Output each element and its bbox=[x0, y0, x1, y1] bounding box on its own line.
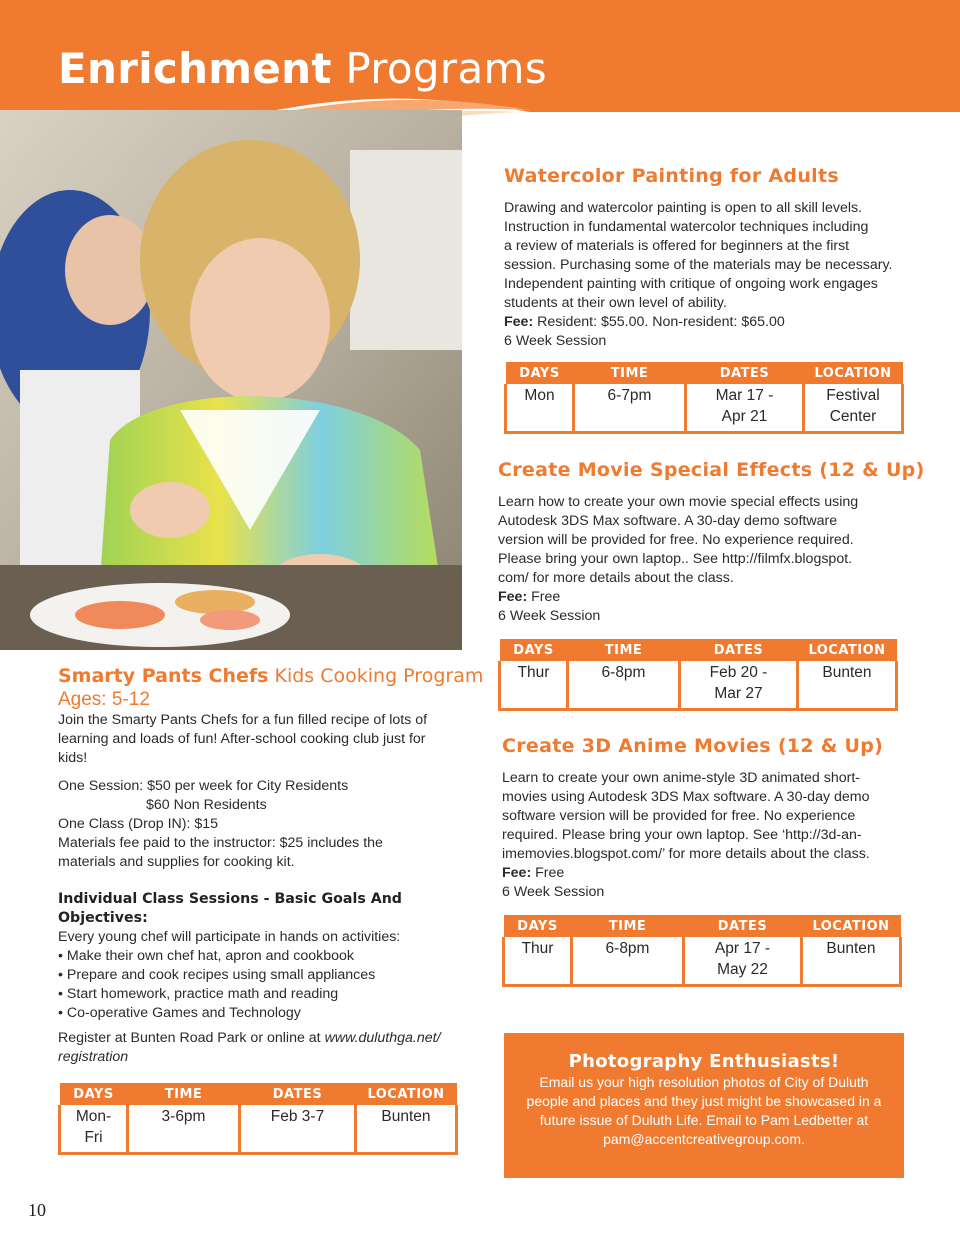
session-length: 6 Week Session bbox=[504, 333, 607, 349]
section-title: Create 3D Anime Movies (12 & Up) bbox=[502, 735, 884, 757]
session-length: 6 Week Session bbox=[498, 608, 601, 624]
section-description: Learn to create your own anime-style 3D animated short- movies using Autodesk 3DS Max software. A 30-day demo software version will be provided for free. No experience required. Please bring your own laptop. See ‘http://3d-an- imemovies.blogspot.com/’ for more details about the class. Fee: Free 6 Week Session bbox=[502, 769, 908, 902]
age-range: Ages: 5-12 bbox=[58, 689, 150, 710]
registration-link-cont[interactable]: registration bbox=[58, 1049, 129, 1065]
photography-callout-box bbox=[504, 1033, 904, 1178]
objectives-list: Every young chef will participate in hands on activities: • Make their own chef hat, apron and cookbook • Prepare and cook recipes using small appliances • Start homework, practice math and reading • Co-operative Games and Technology bbox=[58, 928, 468, 1023]
registration-link[interactable]: www.duluthga.net/ bbox=[324, 1030, 441, 1046]
cell-time: 6-8pm bbox=[568, 661, 680, 709]
cell-dates: Feb 3-7 bbox=[240, 1105, 356, 1153]
page-number: 10 bbox=[28, 1200, 46, 1220]
col-header-dates: DATES bbox=[686, 362, 804, 384]
cell-location: Bunten bbox=[356, 1105, 457, 1153]
section-description: Learn how to create your own movie special effects using Autodesk 3DS Max software. A 30-day demo software version will be provided for free. No experience required. Please bring your own laptop.. See http://filmfx.blogspot. com/ for more details about the class. Fee: Free 6 Week Session bbox=[498, 493, 908, 626]
anime-schedule-table bbox=[502, 915, 902, 987]
watercolor-section bbox=[504, 165, 904, 351]
intro-text: Join the Smarty Pants Chefs for a fun filled recipe of lots of learning and loads of fun! After-school cooking club just for kids! bbox=[58, 712, 428, 766]
anime-section bbox=[502, 735, 908, 902]
cell-dates: Mar 17 - Apr 21 bbox=[686, 384, 804, 432]
cell-dates: Feb 20 - Mar 27 bbox=[680, 661, 798, 709]
col-header-location: LOCATION bbox=[804, 362, 903, 384]
page-title: Enrichment Programs bbox=[58, 44, 547, 93]
cell-time: 6-7pm bbox=[574, 384, 686, 432]
cell-location: Bunten bbox=[802, 937, 901, 985]
col-header-days: DAYS bbox=[504, 915, 572, 937]
col-header-dates: DATES bbox=[684, 915, 802, 937]
list-item: • Co-operative Games and Technology bbox=[58, 1005, 301, 1021]
movie-effects-schedule-table bbox=[498, 639, 898, 711]
list-item: • Make their own chef hat, apron and cookbook bbox=[58, 948, 354, 964]
fee-line: Fee: Free bbox=[498, 589, 561, 605]
cooking-photo bbox=[0, 110, 462, 650]
col-header-time: TIME bbox=[574, 362, 686, 384]
section-title: Watercolor Painting for Adults bbox=[504, 165, 839, 187]
fee-line: Fee: Resident: $55.00. Non-resident: $65.00 bbox=[504, 314, 785, 330]
col-header-days: DAYS bbox=[60, 1083, 128, 1105]
registration-text: Register at Bunten Road Park or online at www.duluthga.net/ registration bbox=[58, 1030, 441, 1065]
callout-title: Photography Enthusiasts! bbox=[568, 1051, 840, 1072]
callout-body: Email us your high resolution photos of City of Duluth people and places and they just might be showcased in a future issue of Duluth Life. Email to Pam Ledbetter at pam@accentcreativegroup.com. bbox=[504, 1073, 904, 1149]
section-title: Smarty Pants Chefs Kids Cooking Program bbox=[58, 665, 484, 687]
cell-days: Mon bbox=[506, 384, 574, 432]
smarty-pants-schedule-table bbox=[58, 1083, 458, 1155]
col-header-time: TIME bbox=[572, 915, 684, 937]
col-header-dates: DATES bbox=[240, 1083, 356, 1105]
movie-effects-section bbox=[498, 459, 925, 626]
cell-time: 6-8pm bbox=[572, 937, 684, 985]
pricing-text: One Session: $50 per week for City Residents $60 Non Residents One Class (Drop IN): $15 Materials fee paid to the instructor: $25 includes the materials and supplies for cooking kit. bbox=[58, 778, 383, 870]
col-header-time: TIME bbox=[568, 639, 680, 661]
smarty-pants-section bbox=[58, 665, 484, 1067]
watercolor-schedule-table bbox=[504, 362, 904, 434]
cell-days: Thur bbox=[504, 937, 572, 985]
email-link[interactable]: pam@accentcreativegroup.com. bbox=[603, 1131, 805, 1147]
col-header-location: LOCATION bbox=[802, 915, 901, 937]
session-length: 6 Week Session bbox=[502, 884, 605, 900]
section-description: Drawing and watercolor painting is open to all skill levels. Instruction in fundamental watercolor techniques including a review of materials is offered for beginners at the first session. Purchasing some of the materials may be necessary. Independent painting with critique of ongoing work engages students at their own level of ability. Fee: Resident: $55.00. Non-resident: $65.00 6 Week Session bbox=[504, 199, 904, 351]
col-header-location: LOCATION bbox=[356, 1083, 457, 1105]
col-header-time: TIME bbox=[128, 1083, 240, 1105]
objectives-heading: Individual Class Sessions - Basic Goals And Objectives: bbox=[58, 891, 402, 926]
cell-days: Thur bbox=[500, 661, 568, 709]
col-header-dates: DATES bbox=[680, 639, 798, 661]
cell-time: 3-6pm bbox=[128, 1105, 240, 1153]
cell-location: Festival Center bbox=[804, 384, 903, 432]
col-header-days: DAYS bbox=[500, 639, 568, 661]
fee-line: Fee: Free bbox=[502, 865, 565, 881]
list-item: • Start homework, practice math and reading bbox=[58, 986, 339, 1002]
list-item: • Prepare and cook recipes using small appliances bbox=[58, 967, 376, 983]
col-header-location: LOCATION bbox=[798, 639, 897, 661]
cell-location: Bunten bbox=[798, 661, 897, 709]
section-title: Create Movie Special Effects (12 & Up) bbox=[498, 459, 925, 481]
col-header-days: DAYS bbox=[506, 362, 574, 384]
cell-days: Mon- Fri bbox=[60, 1105, 128, 1153]
cell-dates: Apr 17 - May 22 bbox=[684, 937, 802, 985]
